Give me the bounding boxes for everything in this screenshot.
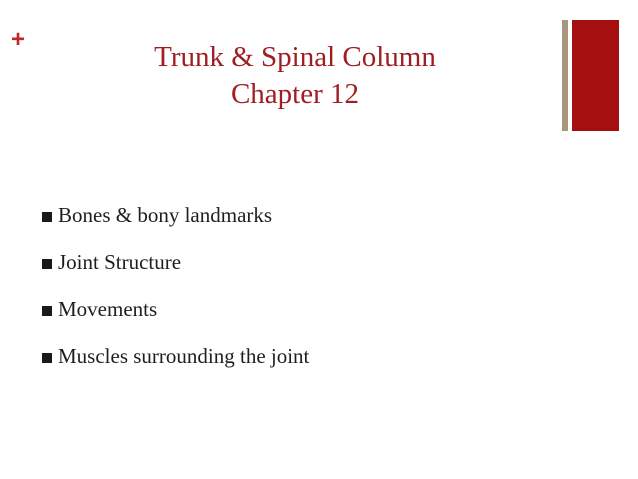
square-bullet-icon (42, 212, 52, 222)
bullet-list (42, 192, 309, 380)
title-line-1: Trunk & Spinal Column (154, 41, 436, 73)
bullet-item (42, 239, 309, 286)
bullet-item (42, 333, 309, 380)
accent-bar-red (572, 20, 619, 131)
square-bullet-icon (42, 259, 52, 269)
plus-icon: + (11, 26, 26, 53)
bullet-text: Bones & bony landmarks (58, 203, 273, 227)
bullet-item (42, 286, 309, 333)
square-bullet-icon (42, 353, 52, 363)
bullet-item (42, 192, 309, 239)
bullet-text: Movements (58, 297, 158, 321)
slide-title (90, 39, 500, 113)
bullet-text: Muscles surrounding the joint (58, 344, 310, 368)
bullet-text: Joint Structure (58, 250, 182, 274)
square-bullet-icon (42, 306, 52, 316)
title-line-2: Chapter 12 (230, 78, 360, 110)
accent-bar-tan (562, 20, 568, 131)
